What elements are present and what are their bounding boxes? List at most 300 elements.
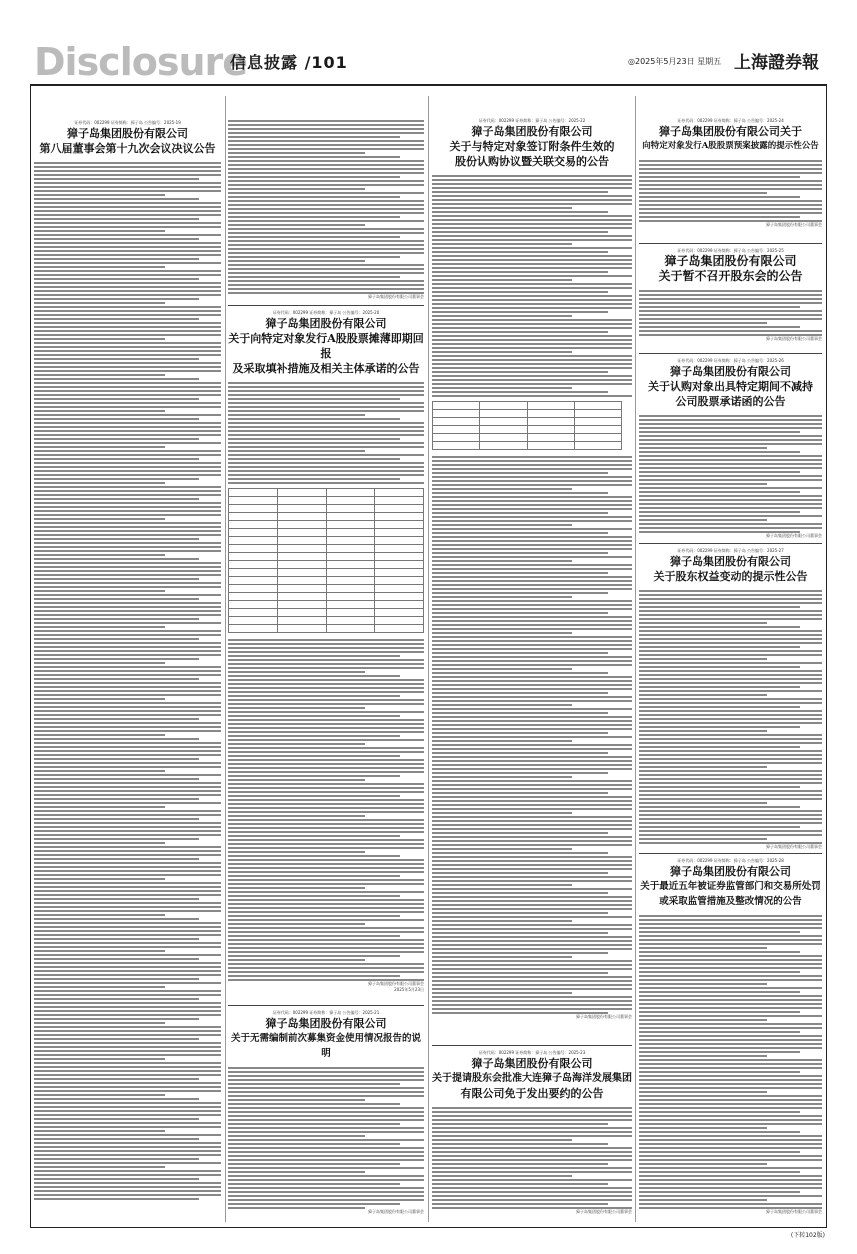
text-line: [639, 742, 822, 744]
text-line: [34, 230, 165, 232]
text-line: [639, 814, 822, 816]
text-line: [432, 476, 632, 478]
text-line: [34, 526, 221, 528]
table-cell: [326, 505, 375, 513]
text-line: [639, 610, 822, 612]
table-cell: [229, 545, 278, 553]
text-line: [34, 606, 221, 608]
text-line: [34, 666, 221, 668]
text-line: [432, 367, 632, 369]
text-line: [639, 523, 822, 525]
text-line: [639, 726, 800, 728]
text-line: [432, 1111, 632, 1113]
text-line: [228, 795, 400, 797]
announcement-signer: 獐子岛集团股份有限公司董事会: [766, 1209, 822, 1214]
text-line: [34, 802, 221, 804]
text-line: [639, 427, 822, 429]
text-line: [639, 1123, 822, 1125]
text-line: [639, 658, 767, 660]
text-line: [432, 480, 632, 482]
text-line: [432, 836, 632, 838]
table-cell: [229, 585, 278, 593]
text-line: [228, 1087, 424, 1089]
text-line: [34, 790, 221, 792]
text-line: [432, 323, 632, 325]
text-line: [34, 342, 221, 344]
text-line: [34, 246, 221, 248]
text-line: [432, 588, 632, 590]
table-cell: [326, 609, 375, 617]
text-line: [34, 762, 221, 764]
text-line: [34, 634, 221, 636]
text-line: [432, 343, 632, 345]
text-line: [34, 1074, 221, 1076]
table-cell: [527, 434, 574, 442]
text-line: [639, 443, 822, 445]
text-line: [432, 604, 632, 606]
text-line: [639, 967, 822, 969]
text-line: [432, 776, 572, 778]
text-line: [228, 711, 424, 713]
text-line: [228, 236, 400, 238]
announcement-board-resolution: [34, 120, 221, 1220]
text-line: [639, 694, 767, 696]
table-cell: [433, 410, 480, 418]
text-line: [432, 804, 632, 806]
text-line: [432, 307, 632, 309]
announcement-no-reduction-commitment: [639, 358, 822, 538]
text-line: [639, 642, 822, 644]
text-line: [34, 386, 221, 388]
text-line: [228, 747, 424, 749]
text-line: [639, 491, 800, 493]
text-line: [228, 719, 424, 721]
text-line: [639, 999, 822, 1001]
text-line: [639, 415, 822, 417]
text-line: [639, 590, 822, 592]
text-line: [639, 646, 800, 648]
text-line: [34, 278, 199, 280]
text-line: [34, 734, 165, 736]
text-line: [432, 820, 632, 822]
table-cell: [375, 545, 424, 553]
text-line: [639, 314, 822, 316]
table-cell: [574, 410, 621, 418]
text-line: [34, 938, 199, 940]
text-line: [432, 488, 572, 490]
announcement-title-line: 或采取监管措施及整改情况的公告: [659, 896, 802, 907]
text-line: [432, 624, 632, 626]
table-row: [229, 561, 424, 569]
text-line: [639, 1163, 767, 1165]
text-line: [228, 947, 424, 949]
text-line: [432, 596, 572, 598]
text-line: [34, 882, 221, 884]
text-line: [228, 120, 424, 122]
text-line: [639, 1031, 800, 1033]
text-line: [228, 176, 400, 178]
text-line: [228, 655, 400, 657]
text-line: [34, 466, 221, 468]
text-line: [34, 334, 221, 336]
table-cell: [574, 426, 621, 434]
announcement-title-line: 獐子岛集团股份有限公司: [670, 365, 791, 378]
text-line: [432, 1119, 632, 1121]
table-cell: [229, 529, 278, 537]
table-cell: [229, 513, 278, 521]
page-continuation: (下转102版): [790, 1232, 825, 1239]
text-line: [228, 907, 424, 909]
text-line: [34, 546, 221, 548]
text-line: [34, 774, 221, 776]
text-line: [34, 934, 221, 936]
text-line: [34, 458, 199, 460]
text-line: [639, 822, 822, 824]
text-line: [639, 602, 822, 604]
text-line: [432, 1123, 608, 1125]
table-cell: [574, 434, 621, 442]
text-line: [34, 554, 165, 556]
text-line: [432, 880, 632, 882]
table-cell: [229, 593, 278, 601]
text-line: [34, 650, 221, 652]
text-line: [432, 215, 632, 217]
text-line: [228, 695, 400, 697]
text-line: [639, 1003, 822, 1005]
table-cell: [277, 545, 326, 553]
text-line: [432, 860, 632, 862]
text-line: [432, 355, 632, 357]
text-line: [228, 963, 424, 965]
table-cell: [375, 561, 424, 569]
table-cell: [277, 561, 326, 569]
text-line: [228, 803, 424, 805]
text-line: [34, 410, 165, 412]
table-cell: [326, 537, 375, 545]
text-line: [639, 459, 822, 461]
table-cell: [480, 442, 527, 450]
table-row: [229, 553, 424, 561]
text-line: [228, 256, 400, 258]
text-line: [34, 210, 221, 212]
text-line: [34, 570, 221, 572]
text-line: [228, 1127, 424, 1129]
text-line: [34, 358, 199, 360]
text-line: [432, 920, 572, 922]
text-line: [639, 622, 767, 624]
text-line: [432, 1195, 632, 1197]
text-line: [228, 1095, 424, 1097]
text-line: [432, 976, 632, 978]
text-line: [432, 1199, 632, 1201]
text-line: [432, 251, 608, 253]
text-line: [432, 568, 632, 570]
text-line: [34, 674, 221, 676]
text-line: [228, 1191, 424, 1193]
text-line: [34, 166, 221, 168]
text-line: [432, 287, 632, 289]
text-line: [639, 1063, 822, 1065]
text-line: [639, 1059, 822, 1061]
text-line: [432, 932, 608, 934]
table-cell: [277, 585, 326, 593]
announcement-code: 证券代码：002299 证券简称：獐子岛 公告编号：2025-19: [74, 120, 181, 125]
text-line: [228, 172, 424, 174]
text-line: [228, 787, 424, 789]
table-cell: [326, 529, 375, 537]
text-line: [432, 852, 608, 854]
table-row: [229, 521, 424, 529]
text-line: [432, 768, 632, 770]
text-line: [432, 720, 632, 722]
announcement-title-line: 獐子岛集团股份有限公司: [670, 865, 791, 878]
text-line: [34, 1062, 221, 1064]
text-line: [34, 1174, 221, 1176]
text-line: [228, 875, 400, 877]
text-line: [228, 727, 424, 729]
table-cell: [375, 593, 424, 601]
text-line: [432, 231, 608, 233]
text-line: [34, 702, 221, 704]
announcement-code: 证券代码：002299 证券简称：獐子岛 公告编号：2025-25: [677, 248, 784, 253]
text-line: [34, 174, 221, 176]
text-line: [228, 815, 365, 817]
text-line: [639, 718, 822, 720]
text-line: [228, 200, 424, 202]
text-line: [34, 898, 199, 900]
text-line: [228, 434, 424, 436]
text-line: [639, 626, 800, 628]
text-line: [432, 620, 632, 622]
text-line: [228, 390, 424, 392]
text-line: [228, 911, 424, 913]
text-line: [432, 556, 632, 558]
text-line: [228, 883, 424, 885]
text-line: [228, 1119, 424, 1121]
text-line: [228, 903, 424, 905]
text-line: [639, 467, 822, 469]
text-line: [34, 1018, 199, 1020]
text-line: [639, 172, 822, 174]
text-line: [228, 252, 424, 254]
text-line: [432, 239, 632, 241]
text-line: [639, 507, 822, 509]
text-line: [228, 1135, 365, 1137]
table-cell: [326, 497, 375, 505]
text-line: [432, 552, 608, 554]
text-line: [432, 339, 632, 341]
text-line: [228, 639, 424, 641]
text-line: [432, 984, 632, 986]
announcement-date: 2025年5月23日: [394, 987, 424, 992]
text-line: [432, 508, 632, 510]
text-line: [432, 576, 632, 578]
text-line: [34, 914, 165, 916]
text-line: [432, 680, 632, 682]
text-line: [34, 638, 199, 640]
text-line: [34, 330, 221, 332]
text-line: [34, 986, 165, 988]
text-line: [34, 590, 165, 592]
text-line: [228, 1079, 424, 1081]
text-line: [34, 1130, 165, 1132]
table-row: [229, 545, 424, 553]
text-line: [432, 1171, 632, 1173]
text-line: [639, 164, 822, 166]
text-line: [639, 1007, 822, 1009]
table-cell: [574, 402, 621, 410]
text-line: [639, 475, 822, 477]
text-line: [34, 562, 221, 564]
text-line: [432, 456, 632, 458]
announcement-body: [432, 454, 632, 1014]
text-line: [639, 515, 822, 517]
text-line: [432, 828, 632, 830]
text-line: [34, 1046, 221, 1048]
announcement-title-line: 獐子岛集团股份有限公司: [670, 555, 791, 568]
table-cell: [229, 505, 278, 513]
text-line: [34, 266, 165, 268]
text-line: [34, 426, 221, 428]
text-line: [228, 272, 424, 274]
table-row: [229, 617, 424, 625]
text-line: [228, 1183, 400, 1185]
text-line: [228, 1123, 400, 1125]
text-line: [34, 770, 165, 772]
text-line: [639, 318, 822, 320]
text-line: [228, 426, 424, 428]
text-line: [34, 378, 199, 380]
text-line: [34, 1050, 221, 1052]
text-line: [34, 1070, 221, 1072]
text-line: [34, 322, 221, 324]
text-line: [432, 668, 572, 670]
text-line: [34, 534, 221, 536]
announcement-code: 证券代码：002299 证券简称：獐子岛 公告编号：2025-20: [272, 310, 380, 315]
text-line: [34, 1190, 221, 1192]
text-line: [432, 1139, 572, 1141]
text-line: [639, 806, 800, 808]
text-line: [228, 232, 424, 234]
text-line: [228, 791, 424, 793]
text-line: [34, 222, 221, 224]
text-line: [228, 783, 424, 785]
text-line: [34, 202, 221, 204]
text-line: [432, 848, 572, 850]
text-line: [34, 686, 221, 688]
text-line: [34, 462, 221, 464]
text-line: [34, 326, 221, 328]
text-line: [432, 1008, 632, 1010]
text-line: [34, 726, 221, 728]
text-line: [34, 766, 221, 768]
text-line: [34, 314, 221, 316]
text-line: [432, 291, 608, 293]
text-line: [228, 1083, 400, 1085]
text-line: [639, 1071, 800, 1073]
table-cell: [527, 410, 574, 418]
announcement-signer: 獐子岛集团股份有限公司董事会: [368, 1209, 424, 1214]
text-line: [34, 718, 199, 720]
text-line: [639, 834, 822, 836]
table-cell: [326, 577, 375, 585]
announcement-code: 证券代码：002299 证券简称：獐子岛 公告编号：2025-21: [272, 1010, 380, 1015]
text-line: [432, 371, 608, 373]
text-line: [432, 351, 572, 353]
table-cell: [375, 609, 424, 617]
text-line: [432, 516, 632, 518]
text-line: [432, 700, 632, 702]
text-line: [34, 350, 221, 352]
text-line: [34, 402, 221, 404]
text-line: [639, 1019, 767, 1021]
table-cell: [229, 553, 278, 561]
text-line: [228, 891, 424, 893]
text-line: [34, 506, 221, 508]
text-line: [432, 395, 632, 397]
text-line: [34, 1038, 199, 1040]
announcement-equity-change: [639, 548, 822, 848]
text-line: [34, 974, 221, 976]
text-line: [34, 742, 221, 744]
table-row: [229, 513, 424, 521]
table-cell: [277, 505, 326, 513]
text-line: [228, 919, 424, 921]
text-line: [34, 782, 221, 784]
text-line: [34, 670, 221, 672]
text-line: [639, 943, 822, 945]
text-line: [34, 450, 221, 452]
text-line: [228, 967, 424, 969]
text-line: [432, 391, 608, 393]
text-line: [639, 1155, 822, 1157]
text-line: [639, 670, 822, 672]
text-line: [639, 176, 800, 178]
text-line: [228, 156, 400, 158]
text-line: [34, 298, 199, 300]
text-line: [432, 616, 632, 618]
text-line: [432, 864, 632, 866]
table-cell: [433, 426, 480, 434]
text-line: [432, 295, 632, 297]
text-line: [432, 824, 632, 826]
text-line: [34, 1126, 221, 1128]
table-cell: [277, 513, 326, 521]
text-line: [639, 983, 767, 985]
announcement-title-line: 獐子岛集团股份有限公司: [471, 1057, 593, 1070]
text-line: [432, 468, 632, 470]
text-line: [639, 160, 822, 162]
announcement-signer: 獐子岛集团股份有限公司董事会: [368, 294, 424, 299]
announcement-title-line: 第八届董事会第十九次会议决议公告: [39, 142, 216, 155]
text-line: [432, 868, 632, 870]
announcement-signer: 獐子岛集团股份有限公司董事会: [368, 981, 424, 986]
table-cell: [277, 593, 326, 601]
text-line: [34, 902, 221, 904]
table-row: [433, 402, 622, 410]
table-row: [229, 537, 424, 545]
announcement-code: 证券代码：002299 证券简称：獐子岛 公告编号：2025-23: [478, 1050, 586, 1055]
text-line: [34, 294, 221, 296]
announcement-body: [432, 173, 632, 397]
text-line: [34, 390, 221, 392]
text-line: [432, 187, 632, 189]
announcement-offer-exemption: [432, 1050, 632, 1222]
text-line: [432, 592, 608, 594]
text-line: [432, 740, 572, 742]
text-line: [34, 822, 221, 824]
text-line: [228, 1111, 424, 1113]
